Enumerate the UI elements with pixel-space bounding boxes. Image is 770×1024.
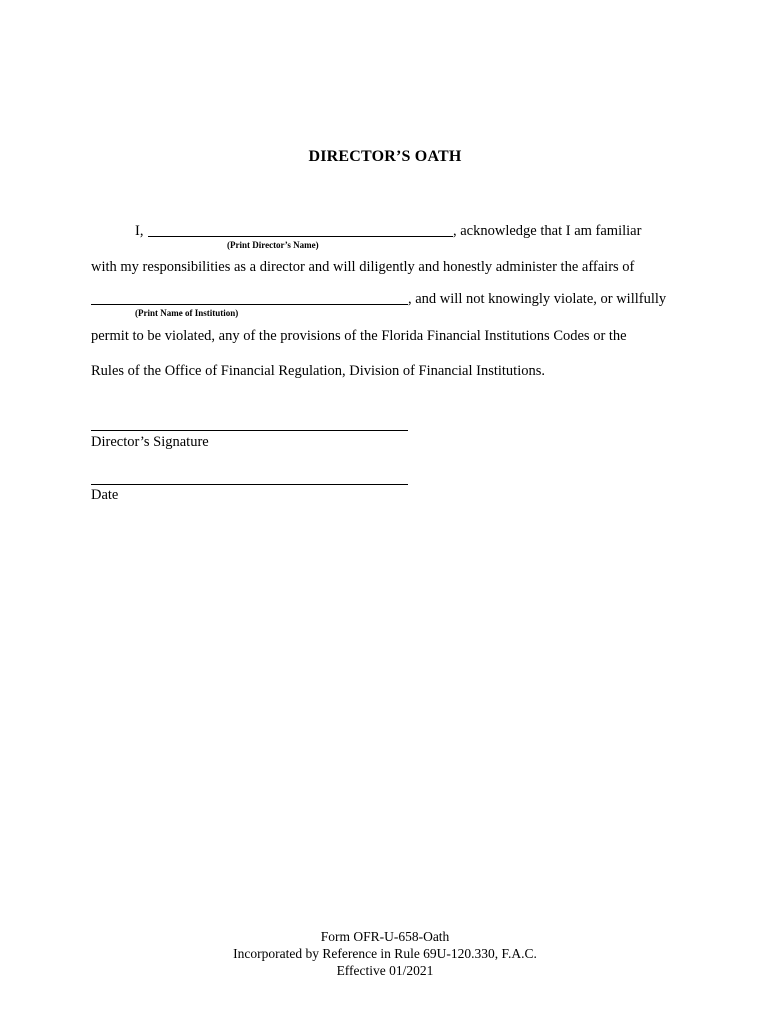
oath-line4-text: permit to be violated, any of the provisions of the Florida Financial Institutions Codes or the <box>91 328 627 344</box>
footer-form-number: Form OFR-U-658-Oath <box>320 929 450 944</box>
document-title: DIRECTOR’S OATH <box>308 148 462 165</box>
footer-effective-date: Effective 01/2021 <box>336 963 434 978</box>
director-name-field[interactable] <box>148 236 453 237</box>
signature-field[interactable] <box>91 430 408 431</box>
institution-name-field[interactable] <box>91 304 408 305</box>
director-name-caption: (Print Director’s Name) <box>227 240 319 250</box>
date-label: Date <box>91 487 119 503</box>
oath-prefix: I, <box>135 223 144 239</box>
oath-line1-text: , acknowledge that I am familiar <box>453 223 642 239</box>
footer-incorporation: Incorporated by Reference in Rule 69U-120.330, F.A.C. <box>233 946 537 961</box>
oath-line3-text: , and will not knowingly violate, or willfully <box>408 291 667 307</box>
date-field[interactable] <box>91 484 408 485</box>
oath-line5-text: Rules of the Office of Financial Regulation, Division of Financial Institutions. <box>91 363 545 379</box>
signature-label: Director’s Signature <box>91 434 209 450</box>
oath-line2-text: with my responsibilities as a director and will diligently and honestly administer the affairs of <box>91 259 635 275</box>
institution-name-caption: (Print Name of Institution) <box>135 308 239 318</box>
